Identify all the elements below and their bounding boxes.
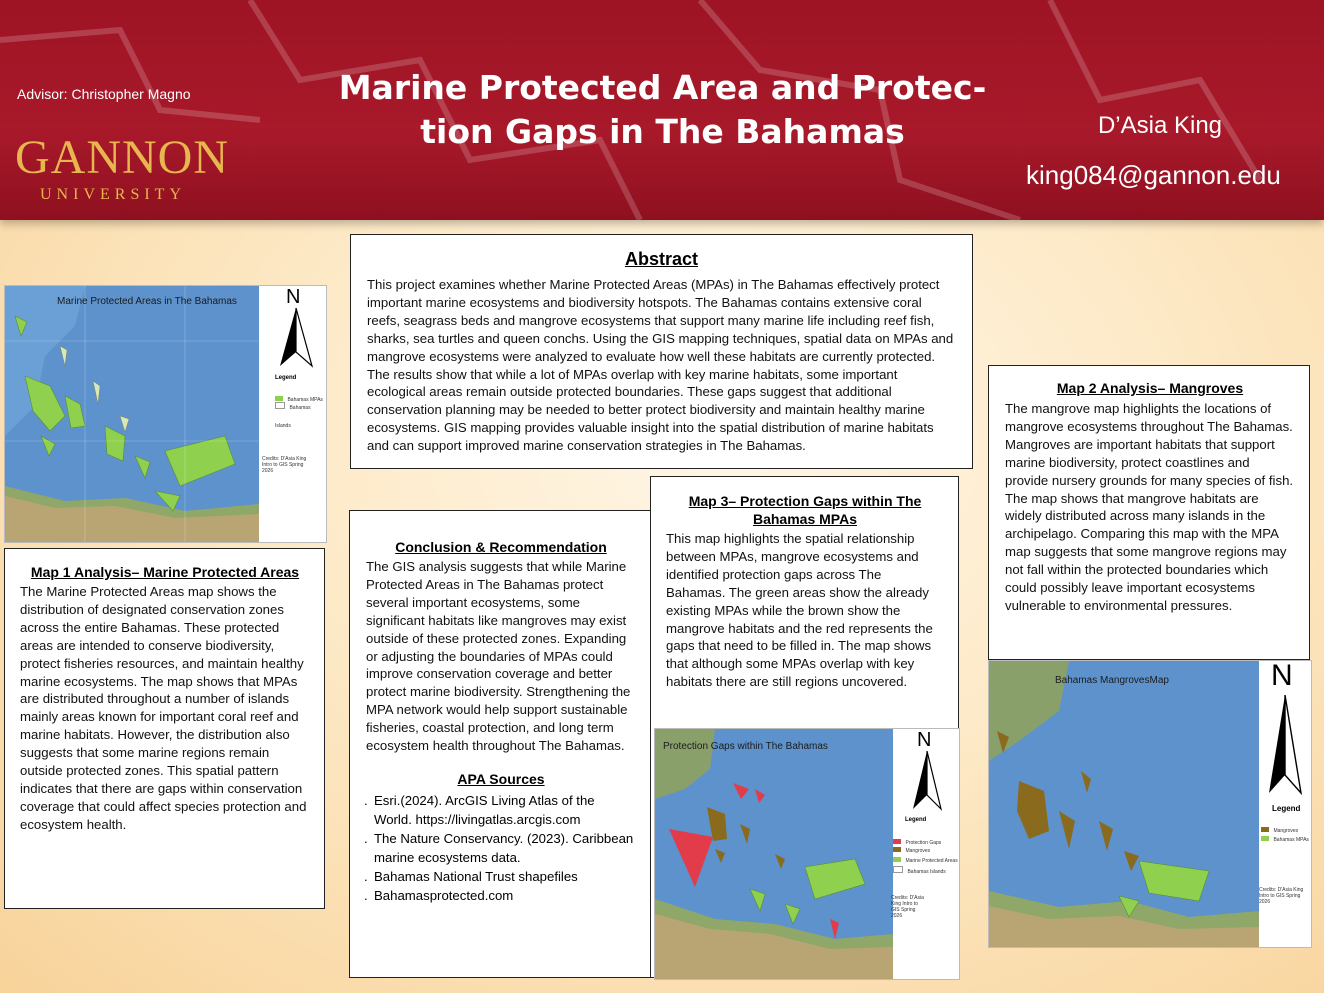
map2-title: Bahamas MangrovesMap — [1055, 675, 1169, 686]
map1-legend-panel — [259, 286, 326, 542]
map1-title: Marine Protected Areas in The Bahamas — [57, 296, 237, 307]
poster-title-line2: tion Gaps in The Bahamas — [420, 112, 905, 151]
map2-legend-title: Legend — [1272, 804, 1301, 813]
map1-legend-label: Bahamas Islands — [275, 405, 311, 429]
north-arrow-icon — [276, 308, 316, 368]
map3-legend-label: Mangroves — [905, 848, 931, 854]
university-logo-word: GANNON — [15, 131, 229, 184]
map1-credits: Credits: D'Asia King Intro to GIS Spring 2026 — [262, 456, 307, 474]
map3-legend-title: Legend — [905, 817, 927, 823]
north-arrow-icon — [909, 751, 945, 811]
map1-mpa-figure — [4, 285, 327, 543]
source-text: The Nature Conservancy. (2023). Caribbean marine ecosystems data. — [374, 830, 634, 865]
map3-legend-panel — [893, 729, 959, 979]
map3-title: Protection Gaps within The Bahamas — [663, 741, 828, 752]
map2-credits: Credits: D'Asia King Intro to GIS Spring 2026 — [1259, 887, 1304, 905]
author-name: D’Asia King — [1097, 112, 1223, 139]
author-email[interactable]: king084@gannon.edu — [1026, 160, 1281, 190]
source-item: . Esri.(2024). ArcGIS Living Atlas of the World. https://livingatlas.arcgis.com — [364, 792, 595, 827]
abstract-text: This project examines whether Marine Protected Areas (MPAs) in The Bahamas effectively protect important marine ecosystems and biodiversity hotspots. The Bahamas contains extensive coral reefs, seagrass beds and mangrove ecosystems that support many marine life including reef fish, sharks, sea turtles and queen conchs. Using the GIS mapping techniques, spatial data on MPAs and mangrove ecosystems were analyzed to evaluate how well these habitats are currently protected. The results show that while a lot of MPAs overlap with key marine habitats, some important ecological areas remain outside protected boundaries. These gaps suggest that additional conservation planning may be needed to better protect biodiversity and maintain healthy marine ecosystems. GIS mapping provides valuable insight into the spatial distribution of marine habitats and can support improved marine conservation strategies in The Bahamas. — [367, 277, 954, 454]
map3-north-label: N — [917, 729, 932, 751]
map3-legend-item-islands — [893, 860, 946, 878]
map1-legend-label: Bahamas MPAs — [287, 397, 323, 403]
map1-north-label: N — [286, 286, 301, 308]
abstract-heading: Abstract — [624, 249, 699, 269]
map2-mangroves-figure — [988, 660, 1312, 948]
map2-north-label: N — [1271, 660, 1293, 692]
map3-canvas — [655, 729, 893, 979]
poster-title-line1: Marine Protected Area and Protec- — [338, 68, 987, 107]
map1-analysis-text: The Marine Protected Areas map shows the distribution of designated conservation zones across the entire Bahamas. These protected areas are intended to conserve biodiversity, protect fisheries resources, and maintain healthy marine ecosystems. The map shows that MPAs are distributed throughout a number of islands mainly areas known for important coral reef and marine habitats. However, the distribution also suggests that some marine regions remain outside protected zones. This spatial pattern indicates that there are gaps within conservation coverage that could affect species protection and ecosystem health. — [20, 584, 307, 832]
map3-analysis-text: This map highlights the spatial relationship between MPAs, mangrove ecosystems and identified protection gaps across The Bahamas. The green areas show the already existing MPAs while the brown show the mangrove habitats and the red represents the gaps that need to be filled in. The map shows that although some MPAs overlap with key habitats there are still regions uncovered. — [666, 531, 933, 690]
map2-legend-label: Bahamas MPAs — [1273, 837, 1309, 843]
source-item: . Bahamas National Trust shapefiles — [364, 868, 578, 884]
map2-legend-label: Mangroves — [1273, 828, 1299, 834]
map3-analysis-heading: Map 3– Protection Gaps within The Bahamas MPAs — [688, 493, 922, 527]
source-text: Bahamasprotected.com — [374, 887, 514, 903]
source-item: . The Nature Conservancy. (2023). Caribbean marine ecosystems data. — [364, 830, 634, 865]
map2-legend-item-mpa — [1261, 828, 1309, 846]
poster-title — [330, 66, 995, 154]
conclusion-text: The GIS analysis suggests that while Marine Protected Areas in The Bahamas protect several important ecosystems, some significant habitats like mangroves may exist outside of these protected zones. Expanding or adjusting the boundaries of MPAs could improve conservation coverage and better protect marine biodiversity. Strengthening the MPA network would help support sustainable fisheries, coastal protection, and long term ecosystem health throughout The Bahamas. — [366, 559, 631, 754]
north-arrow-icon — [1265, 695, 1305, 795]
map3-legend-label: Bahamas Islands — [907, 869, 946, 875]
map1-legend-title: Legend — [275, 375, 297, 381]
map3-legend-label: Protection Gaps — [905, 840, 942, 846]
apa-sources-heading: APA Sources — [457, 770, 545, 787]
map2-analysis-text: The mangrove map highlights the locations of mangrove ecosystems throughout The Bahamas. Mangroves are important habitats that support marine biodiversity, protect coastlines and provide nursery grounds for many species of fish. The map shows that mangrove habitats are widely distributed across many islands in the archipelago. Comparing this map with the MPA map suggests that some mangrove regions may not fall within the protected boundaries which could possibly leave important ecosystems vulnerable to environmental pressures. — [1005, 401, 1294, 613]
map1-analysis-heading: Map 1 Analysis– Marine Protected Areas — [30, 564, 300, 580]
source-text: Esri.(2024). ArcGIS Living Atlas of the World. https://livingatlas.arcgis.com — [374, 792, 595, 827]
map1-canvas — [5, 286, 259, 542]
map1-analysis-box — [4, 548, 325, 909]
map1-legend-item-islands — [275, 396, 326, 432]
poster-header — [0, 0, 1324, 220]
conclusion-heading: Conclusion & Recommendation — [395, 539, 607, 555]
map3-gaps-figure — [654, 728, 960, 980]
university-logo-subtitle: UNIVERSITY — [40, 186, 186, 203]
source-text: Bahamas National Trust shapefiles — [374, 868, 578, 884]
map2-analysis-box — [988, 365, 1310, 660]
advisor-name: Advisor: Christopher Magno — [17, 86, 191, 102]
map3-credits: Credits: D'Asia King Intro to GIS Spring 2026 — [891, 895, 924, 919]
map2-analysis-heading: Map 2 Analysis– Mangroves — [1056, 380, 1244, 396]
source-item: . Bahamasprotected.com — [364, 887, 514, 903]
conclusion-box — [349, 510, 651, 978]
map2-canvas — [989, 661, 1259, 947]
map3-legend-label: Marine Protected Areas — [905, 858, 958, 864]
abstract-box — [350, 234, 973, 469]
